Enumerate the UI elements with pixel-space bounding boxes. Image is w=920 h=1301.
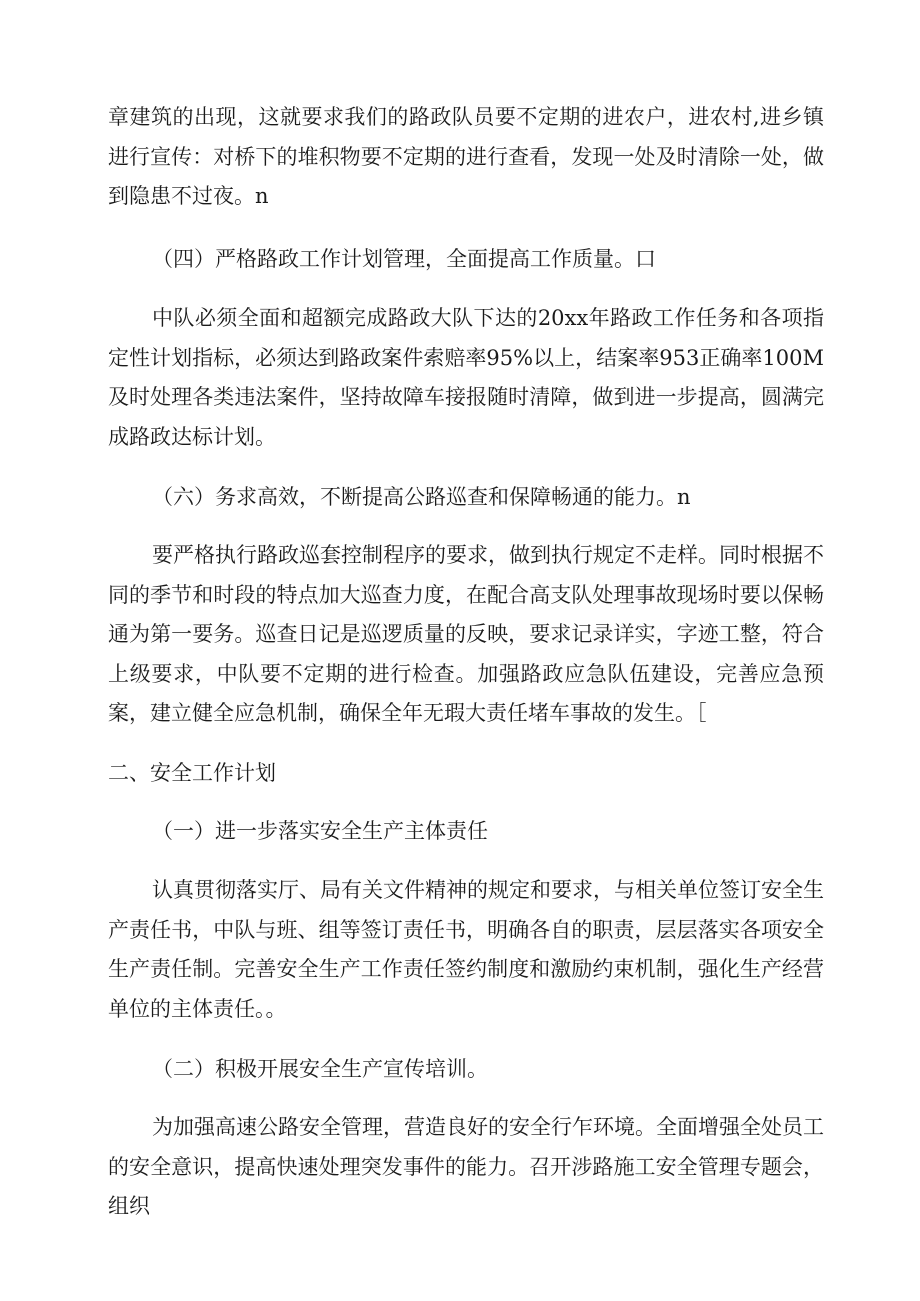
subheading-two: （二）积极开展安全生产宣传培训。 bbox=[152, 1057, 488, 1081]
paragraph-responsibility: 认真贯彻落实厅、局有关文件精神的规定和要求，与相关单位签订安全生产责任书，中队与班、组等签订责任书，明确各自的职责，层层落实各项安全生产责任制。完善安全生产工作责任签约制度和激励约束机制，强化生产经营单位的主体责任。。 bbox=[108, 878, 824, 1021]
subheading-six: （六）务求高效，不断提高公路巡查和保障畅通的能力。n bbox=[152, 485, 691, 509]
subheading-one: （一）进一步落实安全生产主体责任 bbox=[152, 819, 488, 843]
paragraph-patrol: 要严格执行路政巡套控制程序的要求，做到执行规定不走样。同时根据不同的季节和时段的特点加大巡查力度，在配合高支队处理事故现场时要以保畅通为第一要务。巡查日记是巡逻质量的反映，要求记录详实，字迹工整，符合上级要求，中队要不定期的进行检查。加强路政应急队伍建设，完善应急预案，建立健全应急机制，确保全年无瑕大责任堵车事故的发生。［ bbox=[108, 543, 824, 725]
paragraph-task-targets: 中队必须全面和超额完成路政大队下达的20xx年路政工作任务和各项指定性计划指标，必须达到路政案件索赔率95%以上，结案率953正确率100M及时处理各类违法案件，坚持故障车接报随时清障，做到进一步提高，圆满完成路政达标计划。 bbox=[108, 306, 824, 449]
subheading-four: （四）严格路政工作计划管理，全面提高工作质量。口 bbox=[152, 247, 656, 271]
paragraph-continuation: 章建筑的出现，这就要求我们的路政队员要不定期的进农户，进农村,进乡镇进行宣传：对桥下的堆积物要不定期的进行查看，发现一处及时清除一处，做到隐患不过夜。n bbox=[108, 105, 824, 208]
paragraph-training: 为加强高速公路安全管理，营造良好的安全行乍环境。全面增强全处员工的安全意识，提高快速处理突发事件的能力。召开涉路施工安全管理专题会，组织 bbox=[108, 1115, 824, 1218]
section-heading-safety-plan: 二、安全工作计划 bbox=[108, 761, 276, 785]
